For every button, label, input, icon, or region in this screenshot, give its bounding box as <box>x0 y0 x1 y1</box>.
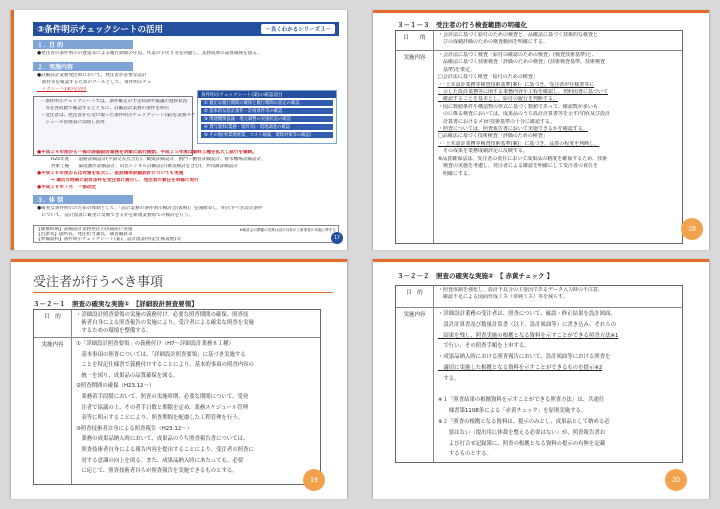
note-line: ジュール管理表に反映し活用 <box>36 120 105 125</box>
slide-page-17 <box>10 10 348 250</box>
check-items-header: 条件明示チェックシート(案)の確認項目 <box>198 91 336 98</box>
section-header-structure: ３．体 制 <box>33 195 133 204</box>
check-item: ④ 貸与資料(業務・資料等)・現地調査の確認 <box>201 124 333 131</box>
note-line: 等を各段階で確認するとともに、詳細設計業務の条件を明示 <box>36 106 170 111</box>
section-title: ３－２－１ 照査の確実な実施① 【詳細設計照査要領】 <box>33 300 198 308</box>
slide-page-18 <box>372 10 710 250</box>
table-row-content <box>396 308 682 462</box>
row-label: 目 的 <box>34 310 72 337</box>
note-line: ・条件明示チェックシートでは、条件確定の予定時期や協議の進捗状況 <box>36 99 188 104</box>
slide-heading: ３－２－２ 照査の確実な実施② 【 赤黄チェック 】 <box>397 272 554 280</box>
purpose-text: ●発注者の条件明示の遅延等による履行期間の圧迫、作業の手戻り等を回避し、業務成果の品質確保を図る。 <box>37 51 262 56</box>
slide-title-text: ③条件明示チェックシートの活用 <box>37 25 163 35</box>
heading-divider <box>33 292 333 293</box>
trial-line: ●平成２８年７月 一部改定 <box>37 185 97 190</box>
check-item: ⑤ その他(事業関連業、コスト縮減、環境対策等の確認) <box>201 132 333 139</box>
table-row-purpose <box>396 286 682 308</box>
section-header-content: ２．実施内容 <box>33 62 133 71</box>
meeting-note: ※検討会の開催の有無は試行対象の工事業者の実施に準ずる <box>239 228 336 232</box>
trial-line: H25年度 道路詳細設計(平面交差点含む)、橋梁詳細設計、函門・樋管詳細設計、排水機場詳細設計、 <box>37 157 266 162</box>
trial-line: ●平成２４年度から一部の詳細設計業務を対象に試行開始、平成２５年度は最終工種を拡大し試行を継続。 <box>37 150 257 155</box>
accent-bar <box>373 259 709 262</box>
slide-title <box>33 22 339 36</box>
accent-bar <box>373 10 709 13</box>
check-item: ① 適正な履行期間の確保と履行期間の設定の確認 <box>201 100 333 107</box>
section-header-purpose: １．目 的 <box>33 40 133 49</box>
page-number: 17 <box>331 232 343 244</box>
page-number: 18 <box>681 218 703 240</box>
structure-line: について、設計図書に確実に反映できるかを新規業務毎での検討を行う。 <box>37 213 194 218</box>
page-number: 20 <box>665 469 687 491</box>
info-table <box>33 309 321 485</box>
accent-bar <box>11 259 347 262</box>
meeting-box <box>33 225 339 243</box>
row-label: 実施内容 <box>396 308 434 462</box>
check-item: ③ 関連機関協議・地元調整の実施状況の確認 <box>201 116 333 123</box>
table-row-content <box>34 338 320 484</box>
table-row-content <box>396 51 682 243</box>
trial-line: 対象工種 築堤護岸詳細設計、山岳トンネル詳細設計(換気検討を含む)、共同溝詳細設計 <box>37 164 238 169</box>
row-label: 実施内容 <box>34 338 72 484</box>
table-row-purpose <box>34 310 320 338</box>
row-content: ①「詳細設計照査要領」の義務付け（H7～詳細設計業務８工種） 基本事項の照査については、「詳細設計照査要領」に基づき実施する ことを特記仕様書で義務付けすることにより、基本的事項の照査内容の 統一を図り、成果品の品質確保を図る。 ②照査期間の確保（H23.12～） 業務着手段階において、照査の実施時期、必要な期間について、受発 注者で協議の上、その者手日数と期限を定め、業務スケジュール管理 表等に明示することにより、照査期間を配慮した工程管理を行う。 ③照査技術者自身による照査報告（H23.12～） 業務の成果品納入時において、成果品のうち照査報告書については、 照査技術者自身による報告内容を提出することにより、受注者の照査に 対する意識の向上を図る。また、成果品納入時にあたっても、必要 に応じて、照査技術者自らが照査報告を実施できるものとする。 <box>76 341 254 475</box>
info-table <box>395 30 683 244</box>
content-line: 条件等を確認するためのツールとして、条件明示チェ <box>37 80 152 85</box>
row-content: ・詳細設計照査要領の実施の義務付け。必要な照査期間の確保、照査技 術者自身による照査報告の実施により、受注者による確実な照査を実施 するための環境を整備する。 <box>76 312 254 334</box>
content-line: ックシート(案)を活用 <box>37 87 87 92</box>
table-row-purpose <box>396 31 682 51</box>
row-label: 目 的 <box>396 286 434 307</box>
row-label: 実施内容 <box>396 51 434 243</box>
slide-heading: ３－１－３ 受注者の行う検査範囲の明確化 <box>397 21 527 29</box>
meeting-line: 【出席者】副所長、発注担当課長、調査職員等 <box>36 232 133 237</box>
structure-line: ●確実な条件明示のための体制として、「設計業務の条件明示検討会(仮称)」を開催等し、明示すべき設計条件 <box>37 206 263 211</box>
meeting-line: 【開催時期】詳細設計業務発注の決裁前に実施 <box>36 227 133 232</box>
meeting-line: 【準備資料】条件明示チェックシート(案)、設計図書(特記仕様書他)等 <box>36 237 181 242</box>
note-box <box>33 96 196 156</box>
slide-heading: 受注者が行うべき事項 <box>33 275 164 290</box>
trial-line: ●平成２６年度からは対象を拡大し、仮設備等詳細設計についても実施 <box>37 171 184 176</box>
slide-page-20 <box>372 259 710 499</box>
accent-bar <box>11 10 14 250</box>
check-items-panel <box>197 90 337 144</box>
note-line: ・受注者は、発注者から受け取った条件明示チェックシート(案)を業務スケ <box>36 113 196 118</box>
row-content: ・会計法に基づく給付のための検査と、品確法に基づく技術的な検査と びの成績評価のための検査範囲を明確にする。 <box>438 32 599 46</box>
row-content: ・照査体制を強化し、設計不具合の主要因であるデータ入力時の不注意、 確認不足による図面作成ミス（単純ミス）等を減らす。 <box>438 287 604 301</box>
trial-line: ⇒ 適切な時期に設計条件を受注者に提示し、発注者の責任を明確に実行 <box>37 178 199 183</box>
series-badge: －良くわかるシリーズ３－ <box>261 24 335 34</box>
page-number: 19 <box>303 469 325 491</box>
content-line: ●詳細設計業務発注時において、発注者が必要な設計 <box>37 73 147 78</box>
info-table <box>395 285 683 463</box>
slide-page-19 <box>10 259 348 499</box>
row-content: ・詳細設計業務の受注者は、照査について、確認・修正結果を設計図面、 設計計算書及び数量計算書（以下、設計図面等）に書き込み、それらの 結果を残し、照査実施の根拠となる資料を示すことができる照査方法※1 で行い、その照査手順を上申する。 ・成果品納入時における照査報告において、設計図面等における照査を 適切に実施した根拠となる資料を示すことができるものを提示※2 する。 ※１「照査結果の根拠資料を示すことができる照査方法」は、共通仕 様書第1108条による「赤黄チェック」を原則実施する。 ※２「照査の根拠となる資料は、提示のみとし、成果品として納める必 要はない（提出用に体裁を整える必要はない）が、照査報告書お よび打合せ記録簿に、照査の根拠となる資料の提示の有無を記載 するものとする。 <box>438 311 619 458</box>
check-item: ② 基本的な設計条件・計画条件等の確認 <box>201 108 333 115</box>
row-label: 目 的 <box>396 31 434 50</box>
row-content: ・会計法に基づく検査「給付の確認のための検査」(検査技術基準)と、 品確法に基づく技術検査「評価のための検査」(技術検査基準、技術検査 基準)を策定。 □会計法に基づく検査「給付のための検査」 ・「土木設計業務等検査技術基準(案)」に基づき、受注者が仕様書等に 示した設計業務等に関する業務内容や工程を確認し、契約図書に基づいて 確認することを基本とし、給付の履行を判断する。 ・図に数値条件や構造物の形式に基づく数値であって、確認数が多いも のに係る検査においては、成果品のうち設計計算書等を示す内容(及び設計 計算書におけるメ)が技術基準の十分に確認する。 ・照査については、照査報告書において実施できるかを確認する。 □品確法に基づく技術検査「評価のための検査」 ・「土木設計業務等検査技術基準(案)」に基づき、品質の程度を判断し、 その成果を業務成績評定に反映する。 ※品質確保法は、受注者の責任において成果品の精度を確保するため、技術 検査の実施を考慮し、発注者による確認を明確にして受注者の責任を 明確にする。 <box>438 52 610 177</box>
